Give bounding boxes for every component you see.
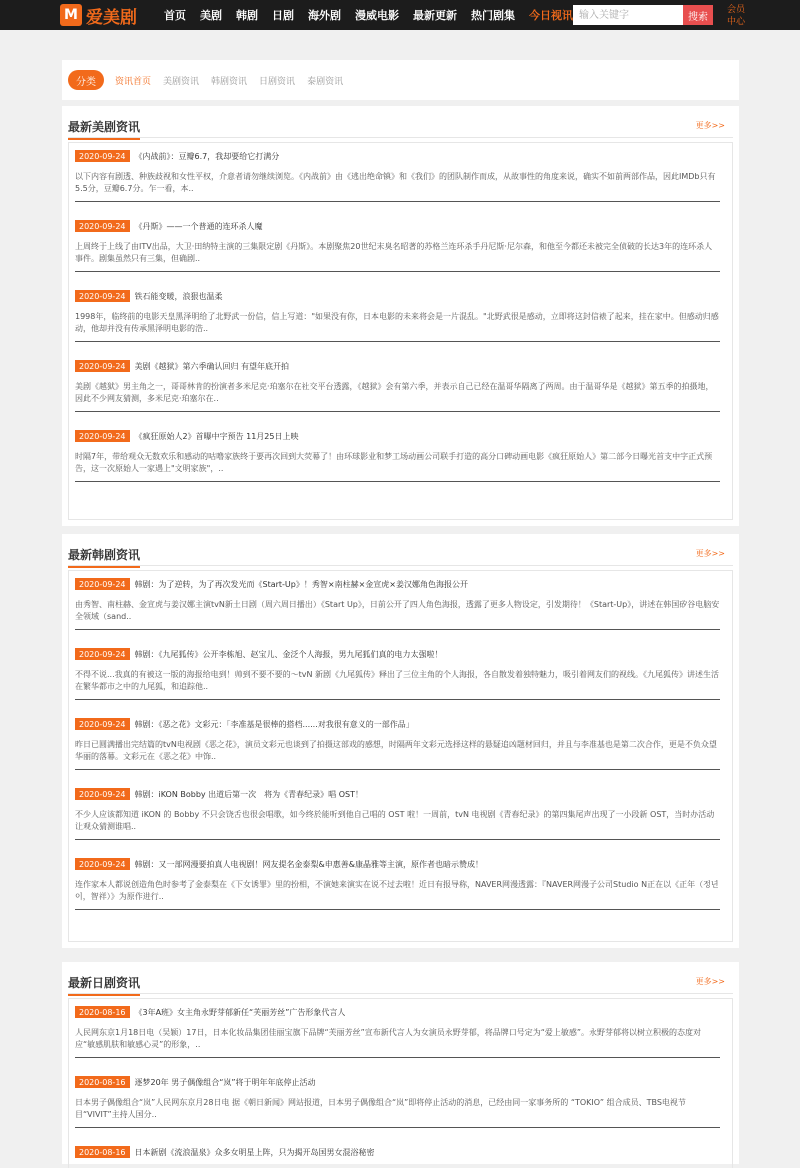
nav-item-overseas-drama[interactable]: 海外剧 [308,9,341,22]
news-excerpt: 上周终于上线了由ITV出品，大卫·田纳特主演的三集限定剧《丹斯》。本剧聚焦20世纪末臭名昭著的苏格兰连环杀手丹尼斯·尼尔森，和他至今都还未被完全侦破的长达3年的连环杀人事件。剧集虽然只有三集，但确剧.. [75,242,713,263]
news-title-link[interactable]: 韩剧：《九尾狐传》公开李栋旭、赵宝儿、金泛个人海报，男九尾狐们真的电力太强啦！ [134,649,443,659]
us-drama-news-section [62,106,739,526]
divider [75,271,720,272]
news-excerpt: 时隔7年，带给观众无数欢乐和感动的咕噜家族终于要再次回到大荧幕了！由环球影业和梦工场动画公司联手打造的高分口碑动画电影《疯狂原始人》第二部今日曝光首支中字正式预告，这一次原始人一家遇上"文明家族"，.. [75,452,713,473]
date-badge: 2020-08-16 [75,1076,130,1088]
date-badge: 2020-09-24 [75,150,130,162]
news-item [75,577,720,623]
news-title-link[interactable]: 《3年A班》女主角永野芽郁新任“芙丽芳丝”广告形象代言人 [134,1007,346,1017]
news-title-link[interactable]: 《丹斯》——一个普通的连环杀人魔 [134,221,263,231]
category-bar [62,60,739,100]
section-title: 最新韩剧资讯 [68,546,140,568]
news-title-link[interactable]: 铁石能变暖，浪狠也温柔 [134,291,223,301]
news-item [75,149,720,195]
news-item [75,1005,720,1051]
news-list [68,142,733,520]
news-title-link[interactable]: 《内战前》：豆瓣6.7，我却要给它打满分 [134,151,280,161]
date-badge: 2020-09-24 [75,220,130,232]
news-excerpt: 以下内容有剧透、种族歧视和女性平权，介意者请勿继续浏览。《内战前》由《逃出绝命镇》和《我们》的团队制作而成，从故事性的角度来说，确实不如前两部作品，因此IMDb只有5.5分，豆瓣6.7分。乍一看，本.. [75,172,716,193]
search-input[interactable] [573,5,683,25]
japanese-drama-news-section [62,962,739,1164]
logo-icon: M [60,4,82,26]
news-excerpt: 昨日已圆满播出完结篇的tvN电视剧《恶之花》，演员文彩元也谈到了拍摄这部戏的感想，时隔两年文彩元选择这样的悬疑追凶题材回归，并且与李准基也是第二次合作，更是不负众望华丽的落幕。文彩元在《恶之花》中饰.. [75,740,717,761]
news-excerpt: 不得不说...我真的有被这一版的海报给电到！帅到不要不要的～tvN 新剧《九尾狐传》释出了三位主角的个人海报，各自散发着独特魅力，吸引着网友们的视线。《九尾狐传》讲述生活在繁华都市之中的九尾狐，和追踪他.. [75,670,720,691]
date-badge: 2020-09-24 [75,430,130,442]
date-badge: 2020-09-24 [75,858,130,870]
news-title-link[interactable]: 日本新剧《流浪温泉》众多女明星上阵，只为揭开岛国男女混浴秘密 [134,1147,375,1157]
divider [75,909,720,910]
member-label-line2: 中心 [726,17,745,27]
nav-item-latest-updates[interactable]: 最新更新 [413,9,457,22]
news-excerpt: 人民网东京1月18日电（吴颖）17日，日本化妆品集团佳丽宝旗下品牌“芙丽芳丝”宣布新代言人为女演员永野芽郁，将品牌口号定为“爱上敏感”。永野芽郁将以树立积极的态度对应“敏感肌肤和敏感心灵”的形象，.. [75,1028,702,1049]
nav-item-korean-drama[interactable]: 韩剧 [236,9,258,22]
news-item [75,1075,720,1121]
date-badge: 2020-09-24 [75,718,130,730]
nav-item-hot-series[interactable]: 热门剧集 [471,9,515,22]
site-logo[interactable] [60,3,137,27]
category-news-home[interactable]: 资讯首页 [115,76,152,87]
news-title-link[interactable]: 逐梦20年 男子偶像组合“岚”将于明年年底停止活动 [134,1077,316,1087]
category-japanese-news[interactable]: 日剧资讯 [259,76,296,87]
top-navigation-bar [0,0,800,30]
date-badge: 2020-08-16 [75,1006,130,1018]
news-title-link[interactable]: 韩剧：为了逆转，为了再次发光而《Start-Up》！秀智×南柱赫×金宣虎×姜汉娜角色海报公开 [134,579,468,589]
nav-item-us-drama[interactable]: 美剧 [200,9,222,22]
news-list [68,998,733,1168]
section-title: 最新日剧资讯 [68,974,140,996]
more-link[interactable]: 更多>> [695,121,725,130]
news-excerpt: 由秀智、南柱赫、金宣虎与姜汉娜主演tvN新土日剧（周六周日播出）《Start Up》，日前公开了四人角色海报，透露了更多人物设定，引发期待！《Start-Up》，讲述在韩国矽谷电脑安全领域（sand.. [75,600,720,621]
news-title-link[interactable]: 《疯狂原始人2》首曝中字预告 11月25日上映 [134,431,299,441]
news-title-link[interactable]: 韩剧：又一部网漫要拍真人电视剧！网友提名金泰梨&申惠善&康晶雅等主演，原作者也暗示赞成！ [134,859,483,869]
nav-item-japanese-drama[interactable]: 日剧 [272,9,294,22]
divider [75,201,720,202]
news-excerpt: 1998年，临终前的电影天皇黑泽明给了北野武一份信，信上写道："如果没有你，日本电影的未来将会是一片混乱。"北野武很是感动，立即将这封信裱了起来，挂在家中。但感动归感动，他却并没有传承黑泽明电影的浩.. [75,312,719,333]
news-excerpt: 美剧《越狱》男主角之一，哥哥林肯的扮演者多米尼克·珀塞尔在社交平台透露，《越狱》会有第六季，并表示自己已经在温哥华隔离了两周。由于温哥华是《越狱》第五季的拍摄地，因此不少网友猜测，多米尼克·珀塞尔在.. [75,382,714,403]
news-title-link[interactable]: 韩剧：iKON Bobby 出道后第一次 将为《青春纪录》唱 OST！ [134,789,363,799]
section-header [68,116,733,138]
date-badge: 2020-09-24 [75,648,130,660]
news-item [75,219,720,265]
date-badge: 2020-09-24 [75,788,130,800]
news-item [75,787,720,833]
search-button[interactable]: 搜索 [683,5,713,25]
news-item [75,1145,720,1159]
news-item [75,429,720,475]
divider [75,1127,720,1128]
divider [75,699,720,700]
category-label: 分类 [68,70,104,90]
date-badge: 2020-09-24 [75,290,130,302]
section-header [68,972,733,994]
member-center-link[interactable] [724,4,748,28]
news-excerpt: 日本男子偶像组合“岚”人民网东京月28日电 据《朝日新闻》网站报道，日本男子偶像组合“岚”即将停止活动的消息，已经由同一家事务所的 “TOKIO” 组合成员、TBS电视节目“VIVIT”主持人国分.. [75,1098,686,1119]
category-thai-news[interactable]: 泰剧资讯 [307,76,344,87]
section-header [68,544,733,566]
news-item [75,647,720,693]
divider [75,769,720,770]
date-badge: 2020-09-24 [75,578,130,590]
divider [75,341,720,342]
news-item [75,717,720,763]
date-badge: 2020-08-16 [75,1146,130,1158]
section-title: 最新美剧资讯 [68,118,140,140]
nav-item-home[interactable]: 首页 [164,9,186,22]
divider [75,1057,720,1058]
logo-text: 爱美剧 [86,7,137,28]
divider [75,481,720,482]
date-badge: 2020-09-24 [75,360,130,372]
news-title-link[interactable]: 韩剧：《恶之花》文彩元：「李准基是很棒的搭档......对我很有意义的一部作品」 [134,719,414,729]
divider [75,629,720,630]
news-item [75,289,720,335]
nav-item-marvel-movies[interactable]: 漫威电影 [355,9,399,22]
category-korean-news[interactable]: 韩剧资讯 [211,76,248,87]
category-us-news[interactable]: 美剧资讯 [163,76,200,87]
more-link[interactable]: 更多>> [695,549,725,558]
korean-drama-news-section [62,534,739,948]
news-list [68,570,733,942]
news-item [75,359,720,405]
news-excerpt: 连作家本人都说创造角色时参考了金泰梨在《下女诱罪》里的扮相，不演她来演实在说不过去啦！近日有报导称，NAVER网漫透露：『NAVER网漫子公司Studio N正在以《正年（정년이，智祥）》为原作进行.. [75,880,719,901]
news-title-link[interactable]: 美剧《越狱》第六季确认回归 有望年底开拍 [134,361,290,371]
divider [75,839,720,840]
divider [75,411,720,412]
member-label-line1: 会员 [726,5,745,15]
more-link[interactable]: 更多>> [695,977,725,986]
news-item [75,857,720,903]
nav-item-today-news[interactable]: 今日视讯 [529,9,573,22]
news-excerpt: 不少人应该都知道 iKON 的 Bobby 不只会饶舌也很会唱歌，如今终於能听到他自己唱的 OST 啦！一周前，tvN 电视剧《青春纪录》的第四集尾声出现了一小段新 OST，当时办活动让观众猜测谁唱.. [75,810,715,831]
